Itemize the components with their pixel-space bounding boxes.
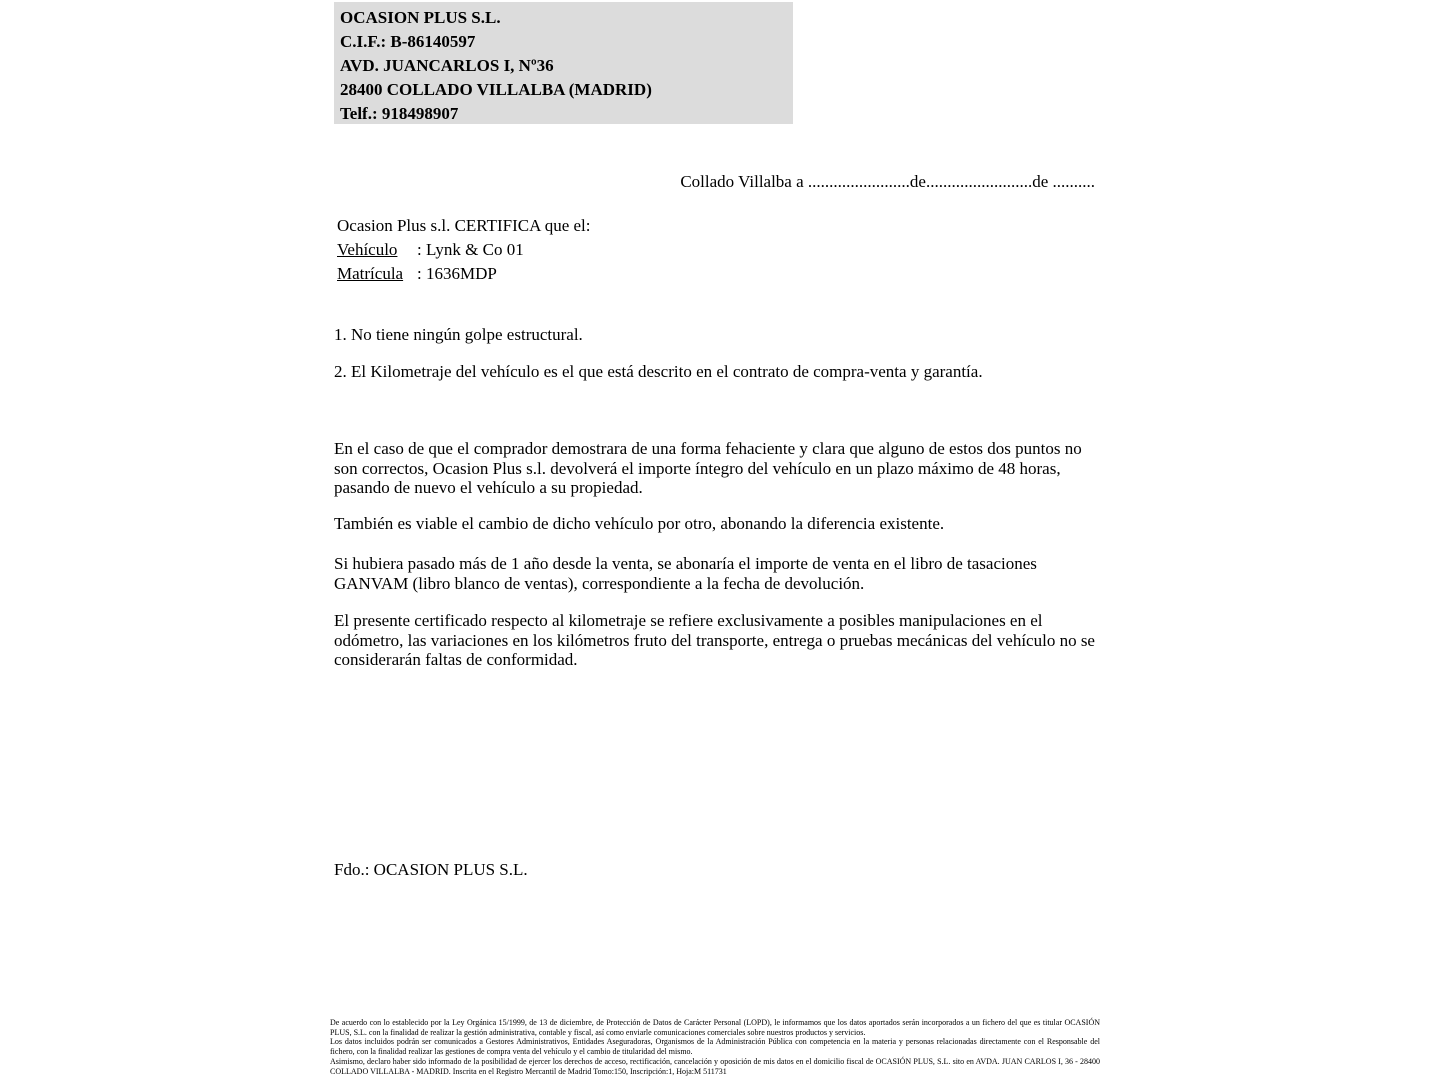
vehicle-value: : Lynk & Co 01 — [417, 240, 524, 259]
legal-paragraph-rights: Asimismo, declaro haber sido informado de la posibilidad de ejercer los derechos de acceso, rectificación, cancelación y oposición de mis datos en el domicilio fiscal de OCASIÓN PLUS, S.L. sito en AVDA. JUAN CARLOS I, 36 - 28400 COLLADO VILLALBA - MADRID. Inscrita en el Registro Mercantil de Madrid Tomo:150, Inscripción:1, Hoja:M 511731 — [330, 1056, 1100, 1076]
legal-fine-print — [330, 1018, 1100, 1076]
company-cif: C.I.F.: B-86140597 — [340, 32, 476, 51]
certification-block — [337, 214, 591, 286]
plate-line — [337, 262, 591, 286]
body-paragraph-exchange: También es viable el cambio de dicho vehículo por otro, abonando la diferencia existente. — [334, 514, 945, 533]
body-paragraph-refund: En el caso de que el comprador demostrara de una forma fehaciente y clara que alguno de estos dos puntos no son correctos, Ocasion Plus s.l. devolverá el importe íntegro del vehículo en un plazo máximo de 48 horas, pasando de nuevo el vehículo a su propiedad. — [334, 439, 1082, 497]
company-header-box — [334, 2, 793, 124]
date-line: Collado Villalba a ........................de.........................de .......... — [680, 172, 1095, 191]
certified-point-2: 2. El Kilometraje del vehículo es el que está descrito en el contrato de compra-venta y garantía. — [334, 362, 983, 381]
legal-paragraph-lopd: De acuerdo con lo establecido por la Ley Orgánica 15/1999, de 13 de diciembre, de Protección de Datos de Carácter Personal (LOPD), le informamos que los datos aportados serán incorporados a un fichero del que es titular OCASIÓN PLUS, S.L. con la finalidad de realizar la gestión administrativa, contable y fiscal, así como enviarle comunicaciones comerciales sobre nuestros productos y servicios. — [330, 1018, 1100, 1037]
company-address: AVD. JUANCARLOS I, Nº36 — [340, 56, 554, 75]
plate-value: : 1636MDP — [417, 264, 497, 283]
vehicle-label: Vehículo — [337, 240, 398, 259]
signature-line: Fdo.: OCASION PLUS S.L. — [334, 860, 528, 879]
plate-label-wrap — [337, 262, 417, 286]
body-paragraph-ganvam: Si hubiera pasado más de 1 año desde la venta, se abonaría el importe de venta en el libro de tasaciones GANVAM (libro blanco de ventas), correspondiente a la fecha de devolución. — [334, 554, 1037, 593]
vehicle-line — [337, 238, 591, 262]
legal-paragraph-data-sharing: Los datos incluidos podrán ser comunicados a Gestores Administrativos, Entidades Aseguradoras, Organismos de la Administración Pública con competencia en la materia y personas relacionadas directamente con el Responsable del fichero, con la finalidad realizar las gestiones de compra venta del vehículo y el cambio de titularidad del mismo. — [330, 1037, 1100, 1057]
company-city: 28400 COLLADO VILLALBA (MADRID) — [340, 80, 652, 99]
certify-intro: Ocasion Plus s.l. CERTIFICA que el: — [337, 216, 591, 235]
company-phone: Telf.: 918498907 — [340, 104, 459, 123]
company-name: OCASION PLUS S.L. — [340, 8, 501, 27]
certified-point-1: 1. No tiene ningún golpe estructural. — [334, 325, 583, 344]
vehicle-label-wrap — [337, 238, 417, 262]
plate-label: Matrícula — [337, 264, 404, 283]
body-paragraph-odometer: El presente certificado respecto al kilometraje se refiere exclusivamente a posibles manipulaciones en el odómetro, las variaciones en los kilómetros fruto del transporte, entrega o pruebas mecánicas del vehículo no se considerarán faltas de conformidad. — [334, 611, 1095, 669]
